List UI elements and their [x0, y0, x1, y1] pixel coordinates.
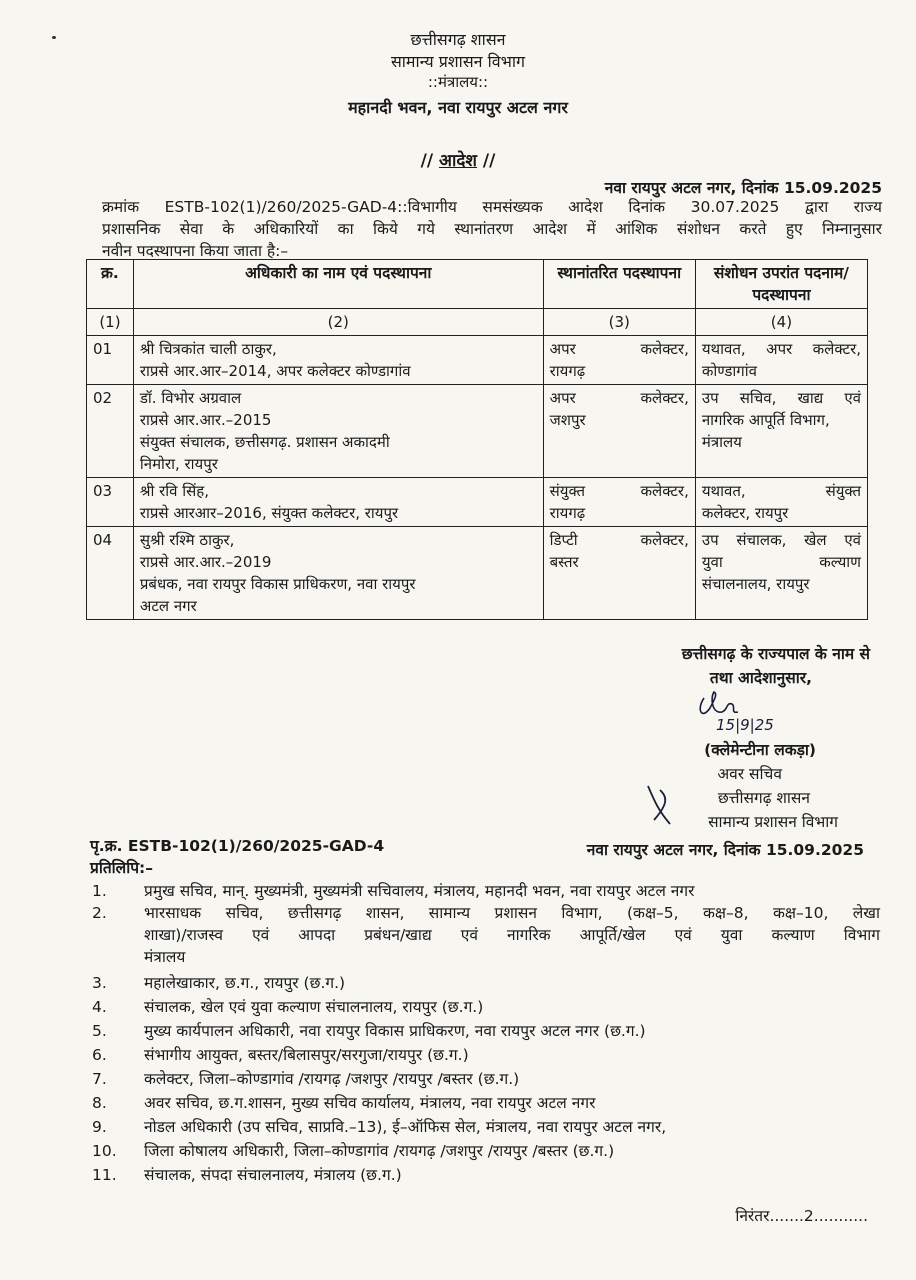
list-item — [90, 1044, 880, 1066]
row-officer — [133, 336, 543, 385]
row-officer — [133, 527, 543, 620]
transferred-line: रायगढ़ — [549, 362, 586, 380]
list-item-number: 11. — [92, 1166, 117, 1184]
transfer-table — [86, 259, 868, 620]
list-item-text: नोडल अधिकारी (उप सचिव, साप्रवि.–13), ई–ऑफिस सेल, मंत्रालय, नवा रायपुर अटल नगर, — [144, 1118, 667, 1136]
header-department: सामान्य प्रशासन विभाग — [390, 52, 526, 71]
list-item-text: महालेखाकार, छ.ग., रायपुर (छ.ग.) — [144, 974, 346, 992]
officer-line: राप्रसे आरआर–2016, संयुक्त कलेक्टर, रायपुर — [139, 504, 399, 522]
officer-line: श्री चित्रकांत चाली ठाकुर, — [139, 340, 277, 358]
list-item-number: 9. — [92, 1118, 107, 1136]
order-paragraph-line-2: प्रशासनिक सेवा के अधिकारियों का किये गये स्थानांतरण आदेश में आंशिक संशोधन करते हुए निम्नानुसार — [102, 220, 882, 238]
list-item-text: जिला कोषालय अधिकारी, जिला–कोण्डागांव /रायगढ़ /जशपुर /रायपुर /बस्तर (छ.ग.) — [144, 1142, 615, 1160]
officer-line: सुश्री रश्मि ठाकुर, — [139, 531, 235, 549]
header-transferred-text: स्थानांतरित पदस्थापना — [557, 264, 682, 282]
table-number-row — [87, 309, 868, 336]
officer-line: राप्रसे आर.आर.–2019 — [139, 553, 272, 571]
transferred-line: अपर कलेक्टर, — [549, 389, 689, 407]
row-sno: 02 — [87, 385, 134, 478]
list-item-text: मुख्य कार्यपालन अधिकारी, नवा रायपुर विकास प्राधिकरण, नवा रायपुर अटल नगर (छ.ग.) — [144, 1022, 646, 1040]
revised-line: उप सचिव, खाद्य एवं — [701, 389, 861, 407]
order-title — [0, 148, 916, 171]
continued-marker: निरंतर.......2........... — [735, 1207, 868, 1225]
revised-line: कलेक्टर, रायपुर — [701, 504, 789, 522]
order-title-suffix: // — [482, 151, 496, 171]
list-item — [90, 1092, 880, 1114]
col-number-4: (4) — [695, 309, 867, 336]
list-item-text: संचालक, खेल एवं युवा कल्याण संचालनालय, रायपुर (छ.ग.) — [144, 998, 484, 1016]
transferred-line: अपर कलेक्टर, — [549, 340, 689, 358]
officer-line: निमोरा, रायपुर — [139, 455, 218, 473]
initial-mark — [640, 780, 692, 832]
copy-to-label: प्रतिलिपि:– — [90, 859, 153, 877]
signer-organisation: छत्तीसगढ़ शासन — [717, 789, 810, 807]
row-officer — [133, 385, 543, 478]
row-sno: 01 — [87, 336, 134, 385]
header-transferred — [543, 260, 695, 309]
signer-designation: अवर सचिव — [717, 765, 782, 783]
officer-line: राप्रसे आर.आर.–2015 — [139, 411, 272, 429]
list-item — [90, 972, 880, 994]
col-number-2: (2) — [133, 309, 543, 336]
list-item-number: 4. — [92, 998, 107, 1016]
officer-line: डॉ. विभोर अग्रवाल — [139, 389, 242, 407]
list-item-text: संचालक, संपदा संचालनालय, मंत्रालय (छ.ग.) — [144, 1166, 402, 1184]
table-row — [87, 478, 868, 527]
signer-name: (क्लेमेन्टीना लकड़ा) — [704, 741, 816, 759]
list-item-text: कलेक्टर, जिला–कोण्डागांव /रायगढ़ /जशपुर /रायपुर /बस्तर (छ.ग.) — [144, 1070, 520, 1088]
revised-line: उप संचालक, खेल एवं — [701, 531, 861, 549]
list-item-number: 2. — [92, 904, 107, 922]
list-item-text: मंत्रालय — [144, 948, 186, 966]
revised-line: यथावत, अपर कलेक्टर, — [701, 340, 861, 358]
header-government: छत्तीसगढ़ शासन — [410, 30, 506, 49]
list-item — [90, 880, 880, 902]
transferred-line: रायगढ़ — [549, 504, 586, 522]
row-transferred — [543, 385, 695, 478]
officer-line: प्रबंधक, नवा रायपुर विकास प्राधिकरण, नवा रायपुर — [139, 575, 416, 593]
list-item-number: 6. — [92, 1046, 107, 1064]
revised-line: कोण्डागांव — [701, 362, 757, 380]
header-sno: क्र. — [87, 260, 134, 309]
row-revised — [695, 385, 867, 478]
list-item-number: 10. — [92, 1142, 117, 1160]
row-revised — [695, 478, 867, 527]
list-item — [90, 902, 880, 968]
list-item-text: भारसाधक सचिव, छत्तीसगढ़ शासन, सामान्य प्रशासन विभाग, (कक्ष–5, कक्ष–8, कक्ष–10, लेखा — [144, 904, 880, 922]
row-transferred — [543, 336, 695, 385]
officer-line: अटल नगर — [139, 597, 197, 615]
governor-line-1: छत्तीसगढ़ के राज्यपाल के नाम से — [681, 645, 870, 663]
officer-line: संयुक्त संचालक, छत्तीसगढ़. प्रशासन अकादमी — [139, 433, 390, 451]
governor-line-2: तथा आदेशानुसार, — [709, 669, 812, 687]
list-item-number: 5. — [92, 1022, 107, 1040]
list-item-text: संभागीय आयुक्त, बस्तर/बिलासपुर/सरगुजा/रायपुर (छ.ग.) — [144, 1046, 469, 1064]
list-item-number: 7. — [92, 1070, 107, 1088]
revised-line: यथावत, संयुक्त — [701, 482, 861, 500]
header-revised — [695, 260, 867, 309]
list-item-text-block — [144, 902, 880, 968]
row-revised — [695, 527, 867, 620]
table-row — [87, 385, 868, 478]
row-revised — [695, 336, 867, 385]
revised-line: नागरिक आपूर्ति विभाग, — [701, 411, 830, 429]
list-item-text: अवर सचिव, छ.ग.शासन, मुख्य सचिव कार्यालय, मंत्रालय, नवा रायपुर अटल नगर — [144, 1094, 596, 1112]
table-row — [87, 336, 868, 385]
list-item-number: 8. — [92, 1094, 107, 1112]
table-header-row — [87, 260, 868, 309]
signer-department: सामान्य प्रशासन विभाग — [708, 813, 838, 831]
list-item — [90, 1068, 880, 1090]
order-title-text: आदेश — [439, 151, 477, 171]
col-number-1: (1) — [87, 309, 134, 336]
signature-date: 15|9|25 — [716, 716, 774, 734]
revised-line: मंत्रालय — [701, 433, 742, 451]
list-item — [90, 1020, 880, 1042]
list-item-number: 1. — [92, 882, 107, 900]
revised-line: संचालनालय, रायपुर — [701, 575, 810, 593]
row-transferred — [543, 527, 695, 620]
header-ministry: ::मंत्रालय:: — [427, 73, 489, 91]
list-item — [90, 1164, 880, 1186]
row-sno: 03 — [87, 478, 134, 527]
handwritten-signature — [692, 690, 822, 738]
transferred-line: डिप्टी कलेक्टर, — [549, 531, 689, 549]
row-transferred — [543, 478, 695, 527]
header-revised-text: संशोधन उपरांत पदनाम/पदस्थापना — [713, 264, 849, 304]
order-title-prefix: // — [420, 151, 434, 171]
order-paragraph-line-3: नवीन पदस्थापना किया जाता है:– — [102, 242, 289, 260]
order-paragraph-line-1: क्रमांक ESTB-102(1)/260/2025-GAD-4::विभागीय समसंख्यक आदेश दिनांक 30.07.2025 द्वारा राज्य — [102, 198, 882, 216]
copy-recipient-list — [90, 880, 880, 1186]
transferred-line: संयुक्त कलेक्टर, — [549, 482, 689, 500]
copy-reference-date: नवा रायपुर अटल नगर, दिनांक 15.09.2025 — [586, 841, 864, 859]
copy-reference-number: पृ.क्र. ESTB-102(1)/260/2025-GAD-4 — [90, 837, 385, 855]
list-item-text: प्रमुख सचिव, मान्. मुख्यमंत्री, मुख्यमंत्री सचिवालय, मंत्रालय, महानदी भवन, नवा रायपुर अटल नगर — [144, 882, 695, 900]
order-date: नवा रायपुर अटल नगर, दिनांक 15.09.2025 — [604, 179, 882, 197]
list-item — [90, 996, 880, 1018]
revised-line: युवा कल्याण — [701, 553, 861, 571]
transferred-line: जशपुर — [549, 411, 586, 429]
list-item-text: शाखा)/राजस्व एवं आपदा प्रबंधन/खाद्य एवं नागरिक आपूर्ति/खेल एवं युवा कल्याण विभाग — [144, 926, 880, 944]
row-sno: 04 — [87, 527, 134, 620]
list-item-number: 3. — [92, 974, 107, 992]
table-row — [87, 527, 868, 620]
header-officer: अधिकारी का नाम एवं पदस्थापना — [133, 260, 543, 309]
header-address: महानदी भवन, नवा रायपुर अटल नगर — [348, 98, 568, 117]
transferred-line: बस्तर — [549, 553, 579, 571]
officer-line: श्री रवि सिंह, — [139, 482, 210, 500]
list-item — [90, 1140, 880, 1162]
officer-line: राप्रसे आर.आर–2014, अपर कलेक्टर कोण्डागांव — [139, 362, 411, 380]
col-number-3: (3) — [543, 309, 695, 336]
row-officer — [133, 478, 543, 527]
list-item — [90, 1116, 880, 1138]
